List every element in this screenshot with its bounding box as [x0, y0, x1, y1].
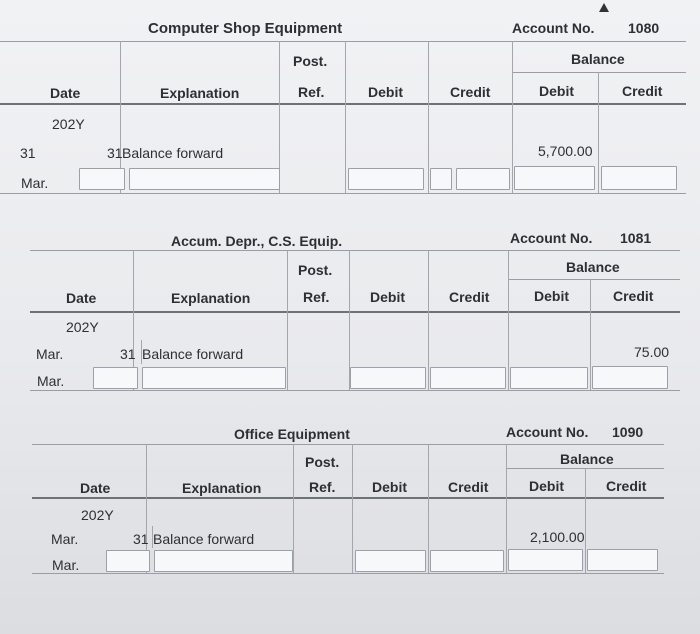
header-ref: Ref. — [303, 289, 330, 305]
cell-line — [152, 526, 153, 548]
header-credit: Credit — [448, 479, 489, 495]
header-ref: Ref. — [298, 84, 325, 100]
year-label: 202Y — [66, 319, 99, 335]
entry-balance-credit-input[interactable] — [592, 366, 668, 389]
account-no-value: 1080 — [628, 20, 660, 36]
entry-ref-input[interactable] — [348, 168, 424, 190]
divider — [30, 390, 680, 391]
column-line — [585, 468, 586, 573]
account-no-value: 1081 — [620, 230, 652, 246]
account-no-label: Account No. — [510, 230, 593, 246]
account-no-label: Account No. — [512, 20, 595, 36]
entry-debit-input[interactable] — [430, 168, 452, 190]
entry-explanation-input[interactable] — [129, 168, 280, 190]
row-day: 31 — [120, 346, 136, 362]
column-line — [287, 250, 288, 390]
header-balance-credit: Credit — [613, 288, 654, 304]
header-explanation: Explanation — [171, 290, 251, 306]
row-balance-debit: 2,100.00 — [530, 529, 585, 545]
column-line — [512, 41, 513, 193]
entry-ref-input[interactable] — [350, 367, 426, 389]
account-no-label: Account No. — [506, 424, 589, 440]
header-post: Post. — [298, 262, 333, 278]
divider — [0, 193, 686, 194]
header-post: Post. — [305, 454, 340, 470]
column-line — [590, 279, 591, 390]
account-title: Computer Shop Equipment — [148, 20, 343, 37]
divider — [508, 279, 680, 280]
row-balance-credit: 75.00 — [634, 344, 670, 360]
column-line — [506, 444, 507, 573]
column-line — [352, 444, 353, 573]
header-debit: Debit — [372, 479, 407, 495]
entry-month: Mar. — [21, 175, 49, 191]
header-balance-credit: Credit — [606, 478, 647, 494]
header-balance-debit: Debit — [529, 478, 564, 494]
row-month: Mar. — [51, 531, 79, 547]
entry-debit-input[interactable] — [430, 367, 506, 389]
header-explanation: Explanation — [160, 85, 240, 101]
header-date: Date — [80, 480, 111, 496]
cell-line — [598, 135, 599, 161]
entry-balance-debit-input[interactable] — [510, 367, 588, 389]
entry-ref-input[interactable] — [355, 550, 426, 572]
entry-balance-debit-input[interactable] — [508, 549, 583, 571]
row-month: Mar. — [36, 346, 64, 362]
entry-month: Mar. — [52, 557, 80, 573]
header-post: Post. — [293, 53, 328, 69]
entry-day-input[interactable] — [106, 550, 150, 572]
entry-balance-credit-input[interactable] — [601, 166, 677, 190]
column-line — [508, 250, 509, 390]
header-date: Date — [66, 290, 97, 306]
divider — [512, 72, 686, 73]
header-credit: Credit — [450, 84, 491, 100]
year-label: 202Y — [52, 116, 85, 132]
row-explanation: Balance forward — [153, 531, 255, 547]
column-line — [293, 444, 294, 573]
header-ref: Ref. — [309, 479, 336, 495]
column-line — [428, 41, 429, 193]
header-balance: Balance — [560, 451, 614, 467]
column-line — [345, 41, 346, 193]
divider — [0, 103, 686, 105]
header-balance-credit: Credit — [622, 83, 663, 99]
header-debit: Debit — [368, 84, 403, 100]
entry-balance-debit-input[interactable] — [514, 166, 595, 190]
header-date: Date — [50, 85, 81, 101]
account-no-value: 1090 — [612, 424, 644, 440]
row-balance-debit: 5,700.00 — [538, 143, 593, 159]
divider — [30, 311, 680, 313]
header-balance-debit: Debit — [534, 288, 569, 304]
divider — [30, 250, 680, 251]
divider — [0, 41, 686, 42]
row-month: 31 — [20, 145, 36, 161]
entry-explanation-input[interactable] — [142, 367, 286, 389]
entry-debit-input[interactable] — [430, 550, 504, 572]
mouse-cursor-icon — [599, 3, 609, 12]
row-day: 31 — [133, 531, 149, 547]
year-label: 202Y — [81, 507, 114, 523]
row-explanation: Balance forward — [142, 346, 244, 362]
header-balance-debit: Debit — [539, 83, 574, 99]
entry-month: Mar. — [37, 373, 65, 389]
row-day: 31 — [107, 145, 123, 161]
divider — [32, 573, 664, 574]
account-title: Office Equipment — [234, 426, 350, 442]
cell-line — [141, 340, 142, 364]
entry-day-input[interactable] — [79, 168, 125, 190]
divider — [32, 497, 664, 499]
account-title: Accum. Depr., C.S. Equip. — [171, 233, 343, 249]
divider — [32, 444, 664, 445]
header-balance: Balance — [566, 259, 620, 275]
entry-credit-input[interactable] — [456, 168, 510, 190]
entry-day-input[interactable] — [93, 367, 138, 389]
row-explanation: Balance forward — [122, 145, 224, 161]
header-credit: Credit — [449, 289, 490, 305]
header-balance: Balance — [571, 51, 625, 67]
column-line — [598, 72, 599, 193]
entry-explanation-input[interactable] — [154, 550, 293, 572]
header-explanation: Explanation — [182, 480, 262, 496]
header-debit: Debit — [370, 289, 405, 305]
column-line — [428, 444, 429, 573]
entry-balance-credit-input[interactable] — [587, 549, 658, 571]
column-line — [428, 250, 429, 390]
